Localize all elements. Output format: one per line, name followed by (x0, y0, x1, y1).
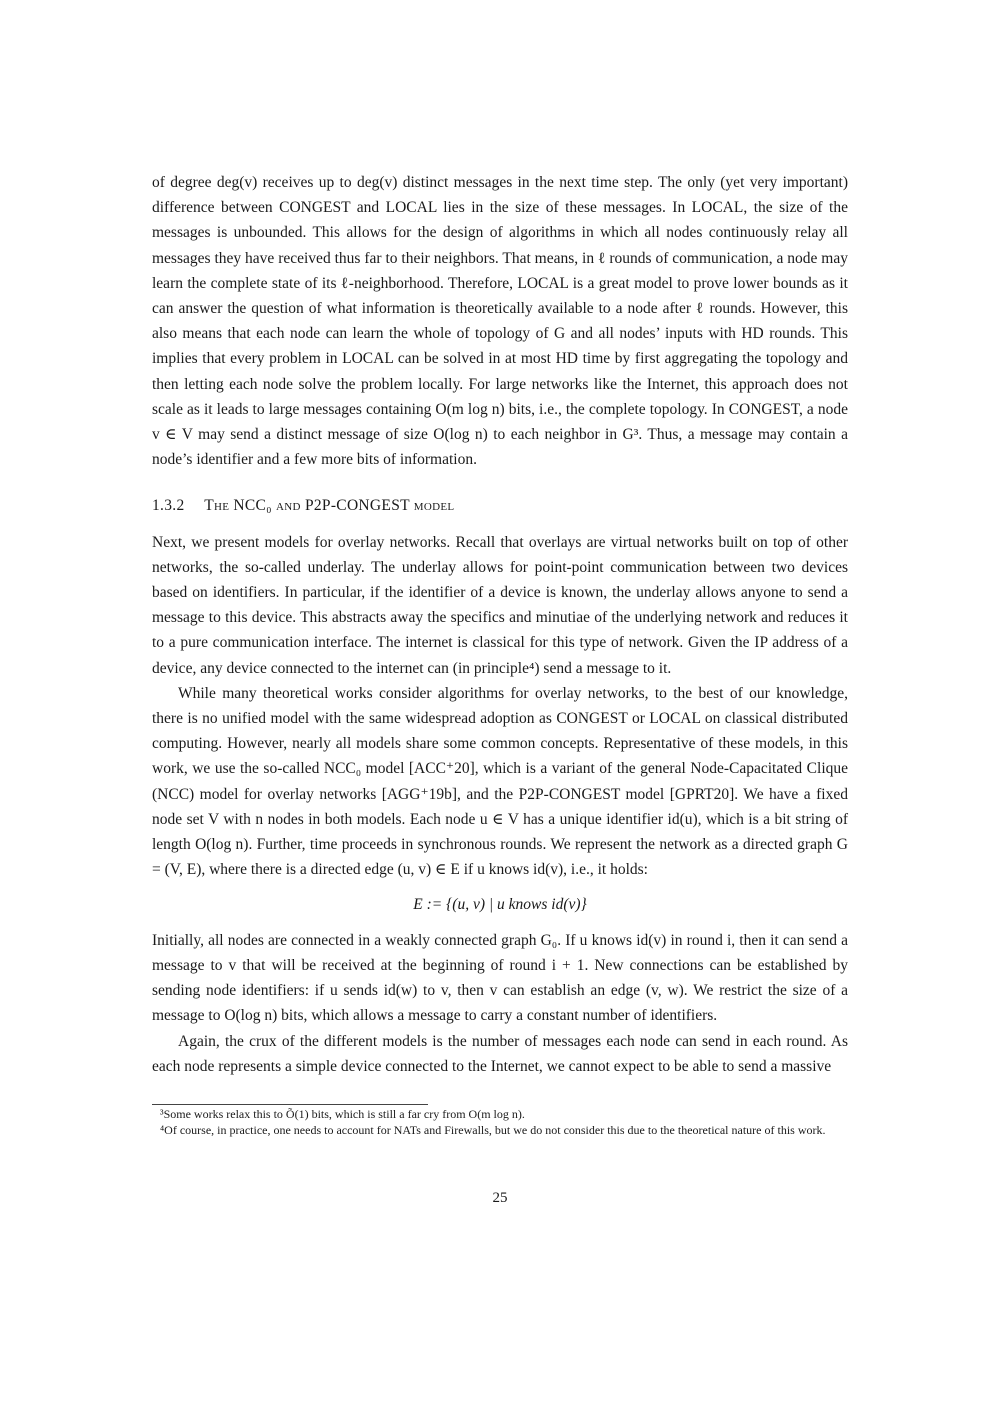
section-number: 1.3.2 (152, 497, 185, 515)
footnote-4: ⁴Of course, in practice, one needs to account for NATs and Firewalls, but we do not consider this due to the theoretical nature of this work. (160, 1122, 826, 1137)
paragraph-5: Again, the crux of the different models is the number of messages each node can send in each round. As each node represents a simple device connected to the Internet, we cannot expect to be able to send a massive (152, 1032, 848, 1075)
paragraph-2: Next, we present models for overlay networks. Recall that overlays are virtual networks built on top of other networks, the so-called underlay. The underlay allows for point-point communication between two devices based on identifiers. In particular, if the identifier of a device is known, the underlay allows anyone to send a message to this device. This abstracts away the specifics and minutiae of the underlying network and reduces it to a pure communication interface. The internet is classical for this type of network. Given the IP address of a device, any device connected to the internet can (in principle⁴) send a message to it. (152, 533, 848, 677)
footnotes (152, 1104, 848, 1138)
footnote-rule (152, 1104, 428, 1105)
section-title: The NCC₀ and P2P-CONGEST model (204, 497, 455, 515)
paragraph-3: While many theoretical works consider algorithms for overlay networks, to the best of our knowledge, there is no unified model with the same widespread adoption as CONGEST or LOCAL on classical distributed computing. However, nearly all models share some common concepts. Representative of these models, in this work, we use the so-called NCC₀ model [ACC⁺20], which is a variant of the general Node-Capacitated Clique (NCC) model for overlay networks [AGG⁺19b], and the P2P-CONGEST model [GPRT20]. We have a fixed node set V with n nodes in both models. Each node u ∈ V has a unique identifier id(u), which is a bit string of length O(log n). Further, time proceeds in synchronous rounds. We represent the network as a directed graph G = (V, E), where there is a directed edge (u, v) ∈ E if u knows id(v), i.e., it holds: (152, 684, 848, 879)
main-text (152, 170, 848, 1079)
paragraph-4: Initially, all nodes are connected in a weakly connected graph G₀. If u knows id(v) in round i, then it can send a message to v that will be received at the beginning of round i + 1. New connections can be established by sending node identifiers: if u sends id(w) to v, then v can establish an edge (v, w). We restrict the size of a message to O(log n) bits, which allows a message to carry a constant number of identifiers. (152, 931, 848, 1025)
display-equation: E := {(u, v) | u knows id(v)} (413, 896, 587, 914)
section-heading (152, 493, 848, 518)
paragraph-1: of degree deg(v) receives up to deg(v) distinct messages in the next time step. The only (yet very important) difference between CONGEST and LOCAL lies in the size of these messages. In LOCAL, the size of the messages is unbounded. This allows for the design of algorithms in which all nodes continuously relay all messages they have received thus far to their neighbors. That means, in ℓ rounds of communication, a node may learn the complete state of its ℓ-neighborhood. Therefore, LOCAL is a great model to prove lower bounds as it can answer the question of what information is theoretically available to a node after ℓ rounds. However, this also means that each node can learn the whole of topology of G and all nodes’ inputs with HD rounds. This implies that every problem in LOCAL can be solved in at most HD time by first aggregating the topology and then letting each node solve the problem locally. For large networks like the Internet, this approach does not scale as it leads to large messages containing O(m log n) bits, i.e., the complete topology. In CONGEST, a node v ∈ V may send a distinct message of size O(log n) to each neighbor in G³. Thus, a message may contain a node’s identifier and a few more bits of information. (152, 174, 848, 469)
footnote-3: ³Some works relax this to Õ(1) bits, which is still a far cry from O(m log n). (160, 1107, 525, 1121)
page-number: 25 (492, 1190, 508, 1206)
